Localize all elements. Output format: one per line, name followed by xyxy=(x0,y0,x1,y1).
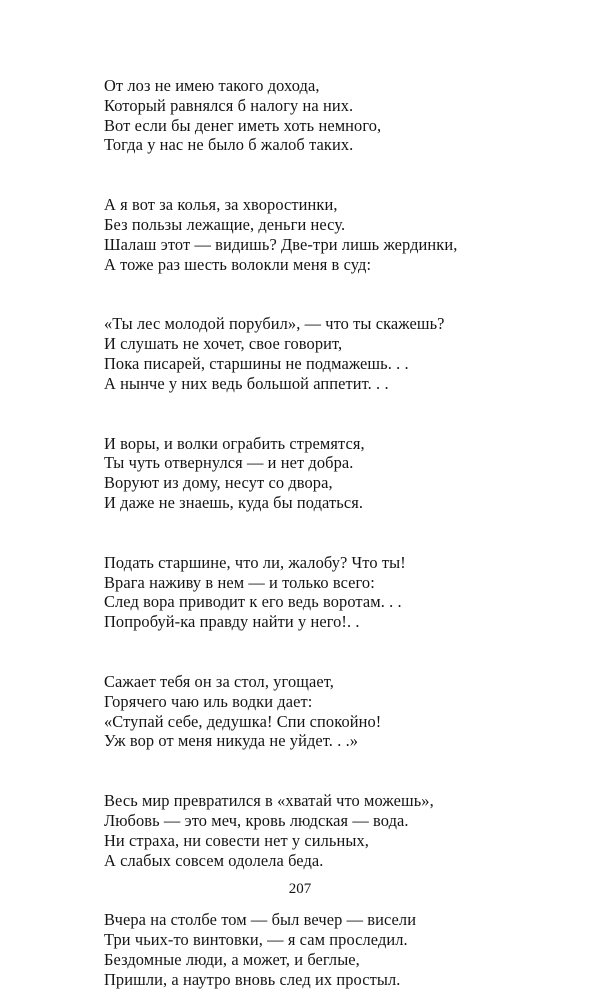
poem-line: Ни страха, ни совести нет у сильных, xyxy=(104,830,369,850)
poem-line: Врага наживу в нем — и только всего: xyxy=(104,572,375,592)
poem-line: След вора приводит к его ведь воротам. . . xyxy=(104,592,402,612)
poem-line: Уж вор от меня никуда не уйдет. . .» xyxy=(104,731,359,751)
poem-line: Вчера на столбе том — был вечер — висели xyxy=(104,910,417,930)
poem-line: Горячего чаю иль водки дает: xyxy=(104,691,313,711)
stanza-8 xyxy=(104,910,544,989)
poem-line: Который равнялся б налогу на них. xyxy=(104,95,354,115)
poem-line: А я вот за колья, за хворостинки, xyxy=(104,195,338,215)
poem-line: Шалаш этот — видишь? Две-три лишь жердинки, xyxy=(104,234,458,254)
poem-line: А тоже раз шесть волокли меня в суд: xyxy=(104,254,372,274)
poem-line: «Ты лес молодой порубил», — что ты скажешь? xyxy=(104,314,445,334)
poem-line: Воруют из дому, несут со двора, xyxy=(104,473,333,493)
stanza-4 xyxy=(104,434,544,513)
poem-line: Подать старшине, что ли, жалобу? Что ты! xyxy=(104,552,406,572)
stanza-1 xyxy=(104,76,544,155)
poem-line: Любовь — это меч, кровь людская — вода. xyxy=(104,810,409,830)
poem-line: «Ступай себе, дедушка! Спи спокойно! xyxy=(104,711,382,731)
poem-line: Пришли, а наутро вновь след их простыл. xyxy=(104,969,401,989)
poem-line: Попробуй-ка правду найти у него!. . xyxy=(104,612,360,632)
poem-line: Вот если бы денег иметь хоть немного, xyxy=(104,115,382,135)
poem-line: Ты чуть отвернулся — и нет добра. xyxy=(104,453,354,473)
stanza-7 xyxy=(104,791,544,870)
poem-line: Три чьих-то винтовки, — я сам проследил. xyxy=(104,930,408,950)
stanza-3 xyxy=(104,314,544,393)
poem-line: От лоз не имею такого дохода, xyxy=(104,76,320,95)
poem-line: Пока писарей, старшины не подмажешь. . . xyxy=(104,353,409,373)
stanza-2 xyxy=(104,195,544,274)
poem-line: А нынче у них ведь большой аппетит. . . xyxy=(104,373,389,393)
poem-line: Без пользы лежащие, деньги несу. xyxy=(104,214,346,234)
poem-line: И слушать не хочет, свое говорит, xyxy=(104,334,343,354)
poem-line: А слабых совсем одолела беда. xyxy=(104,850,324,870)
page-number: 207 xyxy=(288,881,312,897)
poem-line: Бездомные люди, а может, и беглые, xyxy=(104,949,360,969)
poem-line: Сажает тебя он за стол, угощает, xyxy=(104,671,334,691)
poem-line: Весь мир превратился в «хватай что можешь», xyxy=(104,791,434,811)
poem-line: И воры, и волки ограбить стремятся, xyxy=(104,433,365,453)
poem-line: Тогда у нас не было б жалоб таких. xyxy=(104,135,354,155)
stanza-5 xyxy=(104,553,544,632)
poem-text xyxy=(104,76,544,990)
stanza-6 xyxy=(104,672,544,751)
poem-line: И даже не знаешь, куда бы податься. xyxy=(104,492,364,512)
